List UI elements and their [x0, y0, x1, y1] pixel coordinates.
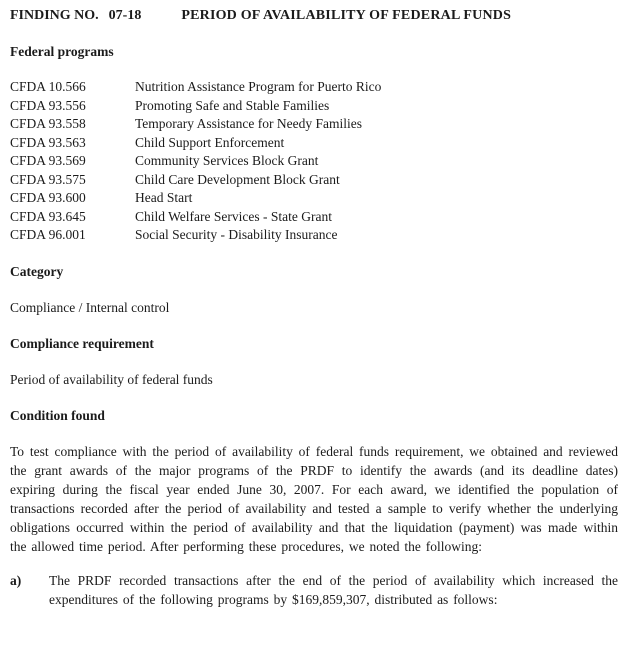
- program-name: Promoting Safe and Stable Families: [135, 97, 330, 113]
- program-cfda: CFDA 93.600: [10, 190, 86, 205]
- compliance-requirement-value: Period of availability of federal funds: [10, 371, 213, 387]
- program-name: Child Care Development Block Grant: [135, 171, 340, 187]
- category-value: Compliance / Internal control: [10, 299, 170, 315]
- program-row: [10, 189, 381, 208]
- program-name: Nutrition Assistance Program for Puerto Rico: [135, 79, 382, 94]
- program-name: Community Services Block Grant: [135, 153, 319, 168]
- program-name: Child Welfare Services - State Grant: [135, 208, 332, 224]
- programs-table: [10, 78, 381, 245]
- program-row: [10, 134, 381, 153]
- program-cfda: CFDA 93.563: [10, 134, 86, 150]
- program-row: [10, 97, 381, 116]
- program-row: [10, 171, 381, 190]
- program-cfda: CFDA 93.645: [10, 208, 86, 224]
- program-row: [10, 208, 381, 227]
- page-title: PERIOD OF AVAILABILITY OF FEDERAL FUNDS: [181, 8, 512, 23]
- program-cfda: CFDA 96.001: [10, 227, 86, 242]
- condition-found-heading: Condition found: [10, 407, 105, 423]
- program-name: Child Support Enforcement: [135, 134, 285, 150]
- program-name: Social Security - Disability Insurance: [135, 227, 338, 242]
- finding-number: 07-18: [108, 8, 142, 23]
- list-item-marker: a): [10, 572, 22, 588]
- program-row: [10, 78, 381, 97]
- program-cfda: CFDA 93.575: [10, 171, 86, 187]
- program-row: [10, 152, 381, 171]
- program-row: [10, 115, 381, 134]
- program-cfda: CFDA 93.558: [10, 116, 86, 131]
- finding-no-label: FINDING NO.: [10, 8, 99, 23]
- program-cfda: CFDA 93.569: [10, 153, 86, 168]
- condition-paragraph: To test compliance with the period of availability of federal funds requirement, we obtained and reviewed the grant awards of the major programs of the PRDF to identify the awards (and its deadline dates) expiring during the fiscal year ended June 30, 2007. For each award, we identified the population of transactions recorded after the period of availability and tested a sample to verify whether the underlying obligations occurred within the period of availability and that the liquidation (payment) was made within the allowed time period. After performing these procedures, we noted the following:: [10, 443, 618, 554]
- compliance-requirement-heading: Compliance requirement: [10, 335, 154, 351]
- program-cfda: CFDA 93.556: [10, 97, 86, 113]
- category-heading: Category: [10, 263, 64, 279]
- program-row: [10, 226, 381, 245]
- program-name: Head Start: [135, 190, 193, 205]
- federal-programs-heading: Federal programs: [10, 44, 114, 59]
- list-item-text: The PRDF recorded transactions after the end of the period of availability which increased the expenditures of the following programs by $169,859,307, distributed as follows:: [49, 572, 618, 607]
- lettered-list-item-a: [10, 571, 618, 609]
- program-cfda: CFDA 10.566: [10, 79, 86, 94]
- finding-header: [10, 6, 618, 25]
- program-name: Temporary Assistance for Needy Families: [135, 116, 362, 131]
